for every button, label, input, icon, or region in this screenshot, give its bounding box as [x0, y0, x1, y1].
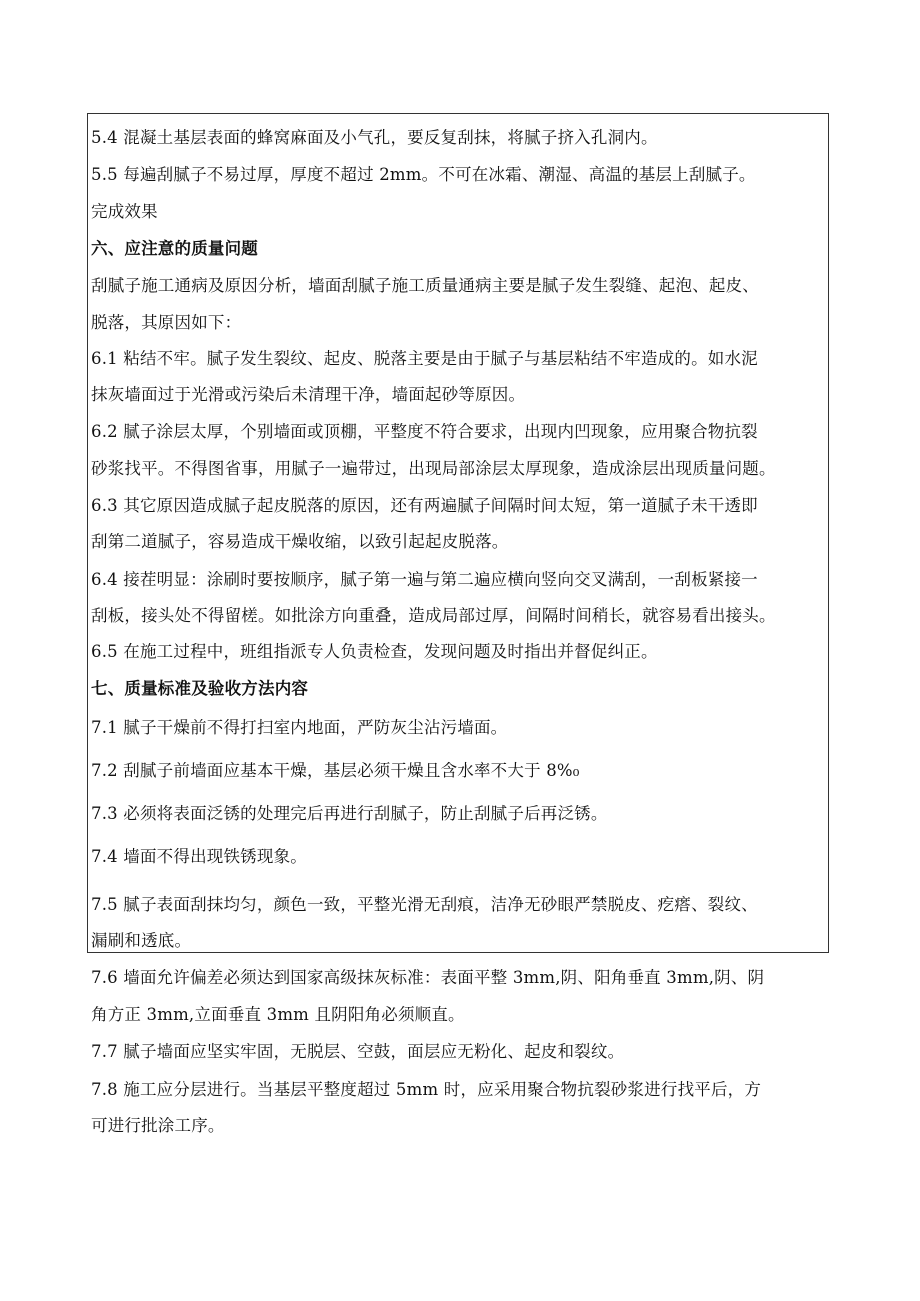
item-6-4-line2: 刮板，接头处不得留槎。如批涂方向重叠，造成局部过厚，间隔时间稍长，就容易看出接头。 — [91, 606, 776, 625]
item-6-3-line2: 刮第二道腻子，容易造成干燥收缩，以致引起起皮脱落。 — [91, 532, 509, 551]
item-6-2-line2: 砂浆找平。不得图省事，用腻子一遍带过，出现局部涂层太厚现象，造成涂层出现质量问题。 — [91, 459, 776, 478]
item-7-6-line2: 角方正 3mm,立面垂直 3mm 且阴阳角必须顺直。 — [91, 1005, 465, 1024]
item-6-2-line1: 6.2 腻子涂层太厚，个别墙面或顶棚，平整度不符合要求，出现内凹现象，应用聚合物抗裂 — [91, 422, 758, 441]
item-7-6-line1: 7.6 墙面允许偏差必须达到国家高级抹灰标准：表面平整 3mm,阴、阳角垂直 3mm,阴、阴 — [91, 968, 765, 987]
item-5-5: 5.5 每遍刮腻子不易过厚，厚度不超过 2mm。不可在冰霜、潮湿、高温的基层上刮腻子。 — [91, 165, 756, 184]
section-6-intro-line2: 脱落，其原因如下： — [91, 313, 242, 332]
item-6-1-line2: 抹灰墙面过于光滑或污染后未清理干净，墙面起砂等原因。 — [91, 385, 526, 404]
item-6-3-line1: 6.3 其它原因造成腻子起皮脱落的原因，还有两遍腻子间隔时间太短，第一道腻子未干透即 — [91, 496, 758, 515]
item-5-4: 5.4 混凝土基层表面的蜂窝麻面及小气孔，要反复刮抹，将腻子挤入孔洞内。 — [91, 128, 658, 147]
item-6-5: 6.5 在施工过程中，班组指派专人负责检查，发现问题及时指出并督促纠正。 — [91, 642, 658, 661]
item-7-2: 7.2 刮腻子前墙面应基本干燥，基层必须干燥且含水率不大于 8%₀ — [91, 761, 580, 780]
item-7-8-line2: 可进行批涂工序。 — [91, 1116, 225, 1135]
item-7-5-line2: 漏刷和透底。 — [91, 931, 192, 950]
item-7-4: 7.4 墙面不得出现铁锈现象。 — [91, 847, 307, 866]
item-7-3: 7.3 必须将表面泛锈的处理完后再进行刮腻子，防止刮腻子后再泛锈。 — [91, 804, 608, 823]
section-7-heading: 七、质量标准及验收方法内容 — [91, 679, 309, 698]
item-7-8-line1: 7.8 施工应分层进行。当基层平整度超过 5mm 时，应采用聚合物抗裂砂浆进行找平后，方 — [91, 1080, 762, 1099]
item-7-5-line1: 7.5 腻子表面刮抹均匀，颜色一致，平整光滑无刮痕，洁净无砂眼严禁脱皮、疙瘩、裂纹、 — [91, 895, 758, 914]
item-7-1: 7.1 腻子干燥前不得打扫室内地面，严防灰尘沾污墙面。 — [91, 718, 508, 737]
item-6-4-line1: 6.4 接茬明显：涂刷时要按顺序，腻子第一遍与第二遍应横向竖向交叉满刮，一刮板紧接一 — [91, 570, 758, 589]
item-6-1-line1: 6.1 粘结不牢。腻子发生裂纹、起皮、脱落主要是由于腻子与基层粘结不牢造成的。如水泥 — [91, 349, 758, 368]
item-7-7: 7.7 腻子墙面应坚实牢固，无脱层、空鼓，面层应无粉化、起皮和裂纹。 — [91, 1042, 625, 1061]
section-6-heading: 六、应注意的质量问题 — [91, 239, 258, 258]
section-6-intro-line1: 刮腻子施工通病及原因分析，墙面刮腻子施工质量通病主要是腻子发生裂缝、起泡、起皮、 — [91, 276, 759, 295]
completion-effect-label: 完成效果 — [91, 202, 158, 221]
